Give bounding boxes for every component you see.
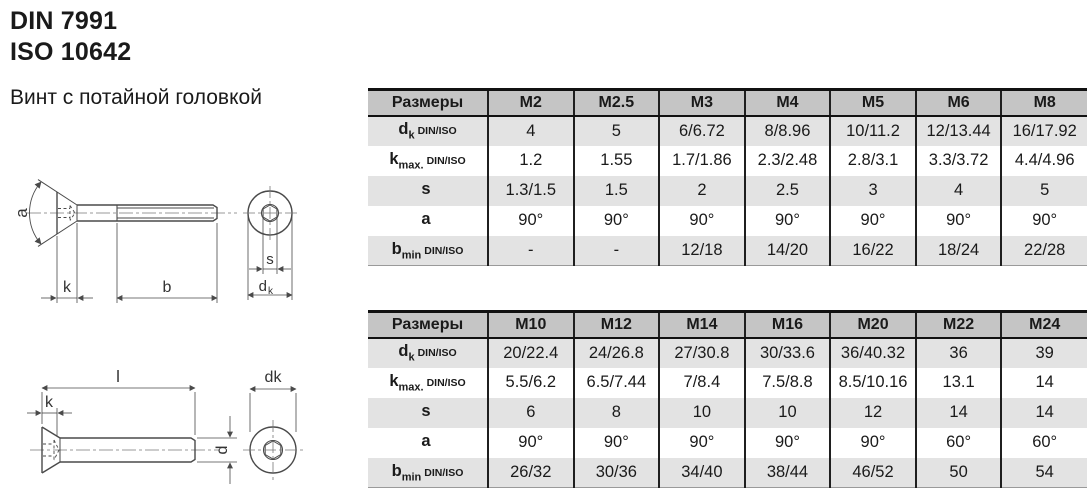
value-cell: 90° xyxy=(574,206,660,236)
size-header-cell: M3 xyxy=(659,90,745,116)
head-height-dim-label: k xyxy=(45,394,53,411)
value-cell: 14/20 xyxy=(745,236,831,266)
row-label xyxy=(368,116,488,146)
value-cell: 34/40 xyxy=(659,458,745,488)
value-cell: 3 xyxy=(830,176,916,206)
row-label xyxy=(368,458,488,488)
iso-number: ISO 10642 xyxy=(10,38,132,66)
row-label xyxy=(368,398,488,428)
angle-dim-label: a xyxy=(12,208,31,218)
value-cell: 7/8.4 xyxy=(659,368,745,398)
value-cell: 8.5/10.16 xyxy=(830,368,916,398)
value-cell: 3.3/3.72 xyxy=(916,146,1002,176)
value-cell: 6.5/7.44 xyxy=(574,368,660,398)
row-label-subscript: min xyxy=(401,470,422,483)
value-cell: 90° xyxy=(745,206,831,236)
value-cell: 12/13.44 xyxy=(916,116,1002,146)
row-label xyxy=(368,428,488,458)
spec-table xyxy=(368,310,1087,488)
row-label xyxy=(368,176,488,206)
row-label-subscript: max. xyxy=(398,159,424,172)
value-cell: 39 xyxy=(1035,343,1054,362)
shaft-dia-dim-label: d xyxy=(214,445,231,455)
value-cell: 36 xyxy=(916,338,1002,368)
value-cell: 1.5 xyxy=(574,176,660,206)
table-row xyxy=(368,458,1087,488)
table-row xyxy=(368,116,1087,146)
size-header-cell: M4 xyxy=(745,90,831,116)
row-label-main: b xyxy=(391,461,402,480)
value-cell: 90° xyxy=(830,206,916,236)
size-header-cell: M10 xyxy=(488,312,574,338)
size-header-cell: M2.5 xyxy=(574,90,660,116)
size-header-cell: M5 xyxy=(830,90,916,116)
value-cell: 90° xyxy=(659,428,745,458)
spec-table xyxy=(368,88,1087,266)
value-cell: 4 xyxy=(488,116,574,146)
table-row xyxy=(368,398,1087,428)
value-cell: - xyxy=(488,236,574,266)
value-cell: 13.1 xyxy=(916,368,1002,398)
value-cell: 90° xyxy=(830,428,916,458)
value-cell: 1.7/1.86 xyxy=(659,146,745,176)
size-header-cell: M12 xyxy=(574,312,660,338)
row-label-main: b xyxy=(391,239,402,258)
table-row xyxy=(368,338,1087,368)
value-cell: 90° xyxy=(659,206,745,236)
thread-length-dim-label: b xyxy=(162,279,172,296)
row-label-standard: DIN/ISO xyxy=(417,125,457,138)
value-cell: 27/30.8 xyxy=(659,338,745,368)
value-cell: 16/17.92 xyxy=(1012,121,1077,140)
value-cell: 16/22 xyxy=(830,236,916,266)
spec-table-small-sizes xyxy=(368,88,1087,266)
table-row xyxy=(368,368,1087,398)
row-label-standard: DIN/ISO xyxy=(417,347,457,360)
row-label-main: d xyxy=(398,342,409,361)
value-cell: 12/18 xyxy=(659,236,745,266)
value-cell: 14 xyxy=(1035,403,1054,421)
size-header-cell: M24 xyxy=(1001,312,1087,338)
row-label-standard: DIN/ISO xyxy=(426,376,466,389)
value-cell: 8 xyxy=(574,398,660,428)
row-label xyxy=(368,338,488,368)
head-dia-dim-label: dk xyxy=(264,369,282,386)
value-cell: 50 xyxy=(916,458,1002,488)
header-row xyxy=(368,312,1087,338)
value-cell: 60° xyxy=(1032,433,1058,451)
head-height-dim-label: k xyxy=(63,279,71,296)
value-cell: 38/44 xyxy=(745,458,831,488)
spec-table-large-sizes xyxy=(368,310,1087,488)
table-row xyxy=(368,236,1087,266)
value-cell: 54 xyxy=(1001,458,1087,488)
value-cell: 30/36 xyxy=(574,458,660,488)
value-cell: 6/6.72 xyxy=(659,116,745,146)
size-header-cell: M16 xyxy=(745,312,831,338)
value-cell: 4.4/4.96 xyxy=(1014,151,1075,169)
value-cell: 18/24 xyxy=(916,236,1002,266)
table-row xyxy=(368,176,1087,206)
value-cell: 5.5/6.2 xyxy=(488,368,574,398)
value-cell: 22/28 xyxy=(1001,236,1087,266)
row-label-standard: DIN/ISO xyxy=(426,154,466,167)
product-name: Винт с потайной головкой xyxy=(10,86,262,109)
row-label-subscript: k xyxy=(408,351,415,364)
socket-size-dim-label: s xyxy=(266,251,274,268)
value-cell: 5 xyxy=(1040,181,1050,199)
value-cell: 10/11.2 xyxy=(830,116,916,146)
row-label xyxy=(368,146,488,176)
table-row xyxy=(368,146,1087,176)
row-label-main: s xyxy=(421,179,431,198)
din-number: DIN 7991 xyxy=(10,7,118,35)
value-cell: 2.5 xyxy=(745,176,831,206)
value-cell: 26/32 xyxy=(488,458,574,488)
value-cell: 24/26.8 xyxy=(574,338,660,368)
value-cell: 90° xyxy=(574,428,660,458)
value-cell: 90° xyxy=(488,206,574,236)
length-dim-label: l xyxy=(116,367,120,386)
size-header-cell: M8 xyxy=(1001,90,1087,116)
value-cell: 1.3/1.5 xyxy=(488,176,574,206)
value-cell: 46/52 xyxy=(830,458,916,488)
value-cell: 2.3/2.48 xyxy=(745,146,831,176)
value-cell: 90° xyxy=(488,428,574,458)
row-label xyxy=(368,236,488,266)
dimensions-header-cell: Размеры xyxy=(368,90,488,116)
value-cell: 30/33.6 xyxy=(745,338,831,368)
size-header-cell: M20 xyxy=(830,312,916,338)
value-cell: 10 xyxy=(659,398,745,428)
size-header-cell: M6 xyxy=(916,90,1002,116)
value-cell: - xyxy=(574,236,660,266)
value-cell: 8/8.96 xyxy=(745,116,831,146)
value-cell: 90° xyxy=(916,206,1002,236)
value-cell: 2.8/3.1 xyxy=(830,146,916,176)
value-cell: 90° xyxy=(1032,211,1058,229)
row-label-main: s xyxy=(421,401,431,420)
value-cell: 4 xyxy=(916,176,1002,206)
header-row xyxy=(368,90,1087,116)
head-dia-dim-sub: k xyxy=(268,286,273,297)
row-label-standard: DIN/ISO xyxy=(424,244,464,257)
head-dia-dim-label: d xyxy=(258,278,267,295)
row-label-main: a xyxy=(421,209,431,228)
screw-side-view-drawing xyxy=(5,158,350,306)
row-label-main: k xyxy=(389,149,399,168)
value-cell: 10 xyxy=(745,398,831,428)
row-label-main: a xyxy=(421,431,431,450)
table-row xyxy=(368,428,1087,458)
value-cell: 14 xyxy=(916,398,1002,428)
table-row xyxy=(368,206,1087,236)
value-cell: 60° xyxy=(916,428,1002,458)
row-label-subscript: k xyxy=(408,129,415,142)
value-cell: 14 xyxy=(1035,373,1054,391)
dimensions-header-cell: Размеры xyxy=(368,312,488,338)
row-label-subscript: min xyxy=(401,248,422,261)
value-cell: 2 xyxy=(659,176,745,206)
screw-length-view-drawing xyxy=(5,350,350,500)
value-cell: 1.2 xyxy=(488,146,574,176)
standard-titles xyxy=(10,6,131,68)
value-cell: 1.55 xyxy=(574,146,660,176)
size-header-cell: M2 xyxy=(488,90,574,116)
row-label-main: d xyxy=(398,120,409,139)
size-header-cell: M14 xyxy=(659,312,745,338)
size-header-cell: M22 xyxy=(916,312,1002,338)
row-label-standard: DIN/ISO xyxy=(424,466,464,479)
value-cell: 6 xyxy=(488,398,574,428)
row-label-main: k xyxy=(389,371,399,390)
row-label xyxy=(368,368,488,398)
value-cell: 7.5/8.8 xyxy=(745,368,831,398)
value-cell: 90° xyxy=(745,428,831,458)
value-cell: 36/40.32 xyxy=(830,338,916,368)
row-label-subscript: max. xyxy=(398,381,424,394)
value-cell: 20/22.4 xyxy=(488,338,574,368)
value-cell: 12 xyxy=(830,398,916,428)
value-cell: 5 xyxy=(574,116,660,146)
row-label xyxy=(368,206,488,236)
